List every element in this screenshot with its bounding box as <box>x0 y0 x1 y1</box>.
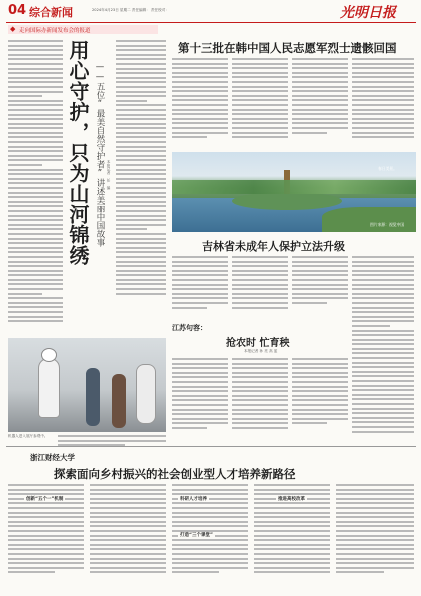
bottom-subhead-3: 打造“三个课堂” <box>180 533 213 538</box>
left-headline-sub: ——五位“最美自然守护者”讲述美丽中国故事 <box>95 62 105 247</box>
left-article-text <box>8 40 63 340</box>
mid2-col-2 <box>232 358 288 442</box>
left-byline: 本报记者 任 编 <box>107 160 111 190</box>
bottom-section-rule <box>6 446 416 447</box>
photo-credit: 图片来源：视觉中国 <box>370 222 405 227</box>
left-headline: 用心守护，只为山河锦绣 <box>66 40 90 266</box>
page-number: 04 <box>8 3 27 18</box>
bottom-label: 浙江财经大学 <box>30 453 75 462</box>
left-photo-caption: 机器人进入展厅参观中。 <box>8 434 48 438</box>
robot-head <box>41 348 57 362</box>
left-photo <box>8 338 166 432</box>
masthead <box>0 0 421 22</box>
person-figure <box>112 374 126 428</box>
masthead-rule <box>6 22 416 23</box>
robot-figure <box>136 364 156 424</box>
ribbon <box>8 25 158 34</box>
robot-figure <box>38 358 60 418</box>
bottom-subhead-1: 创新“五个一”机制 <box>26 497 64 502</box>
mid2-col-1 <box>172 358 228 442</box>
left-col2-text <box>116 40 166 340</box>
mid-headline: 吉林省未成年人保护立法升级 <box>202 240 345 253</box>
section-title: 综合新闻 <box>29 6 73 19</box>
bottom-col-5 <box>336 484 414 590</box>
top-headline: 第十三批在韩中国人民志愿军烈士遗骸回国 <box>178 41 397 55</box>
date-line: 2024年4月23日 星期二 责任编辑： 责任校对： <box>92 8 169 12</box>
landscape-photo <box>172 152 416 232</box>
bottom-subhead-2: 科研人才培养 <box>180 497 207 502</box>
mid-headline-2: 抢农时 忙育秧 <box>226 338 290 349</box>
mid-col-1 <box>172 256 228 318</box>
bottom-headline: 探索面向乡村振兴的社会创业型人才培养新路径 <box>54 467 296 481</box>
newspaper-logo: 光明日报 <box>340 5 396 21</box>
top-col-4 <box>352 58 414 150</box>
bottom-col-2 <box>90 484 166 590</box>
bottom-subhead-4: 推进高校改革 <box>278 497 305 502</box>
photo-caption: 春日美景。 <box>378 166 397 171</box>
mid2-col-3 <box>292 358 348 442</box>
ribbon-text: 走向国际办新闻发布会的报道 <box>19 28 91 34</box>
mid-byline-2: 本报记者 孙 亮 高 蓝 <box>244 349 278 353</box>
person-figure <box>86 368 100 426</box>
top-col-1 <box>172 58 228 150</box>
near-shore <box>322 207 416 232</box>
mid-col-2 <box>232 256 288 318</box>
tree-bank <box>172 180 416 194</box>
island <box>232 192 342 210</box>
mid-col-3 <box>292 256 348 318</box>
ribbon-star-icon: ◆ <box>10 25 16 33</box>
top-col-3 <box>292 58 348 150</box>
top-col-2 <box>232 58 288 150</box>
mid-col-4 <box>352 256 414 441</box>
column-label: 江苏句容： <box>172 324 207 332</box>
